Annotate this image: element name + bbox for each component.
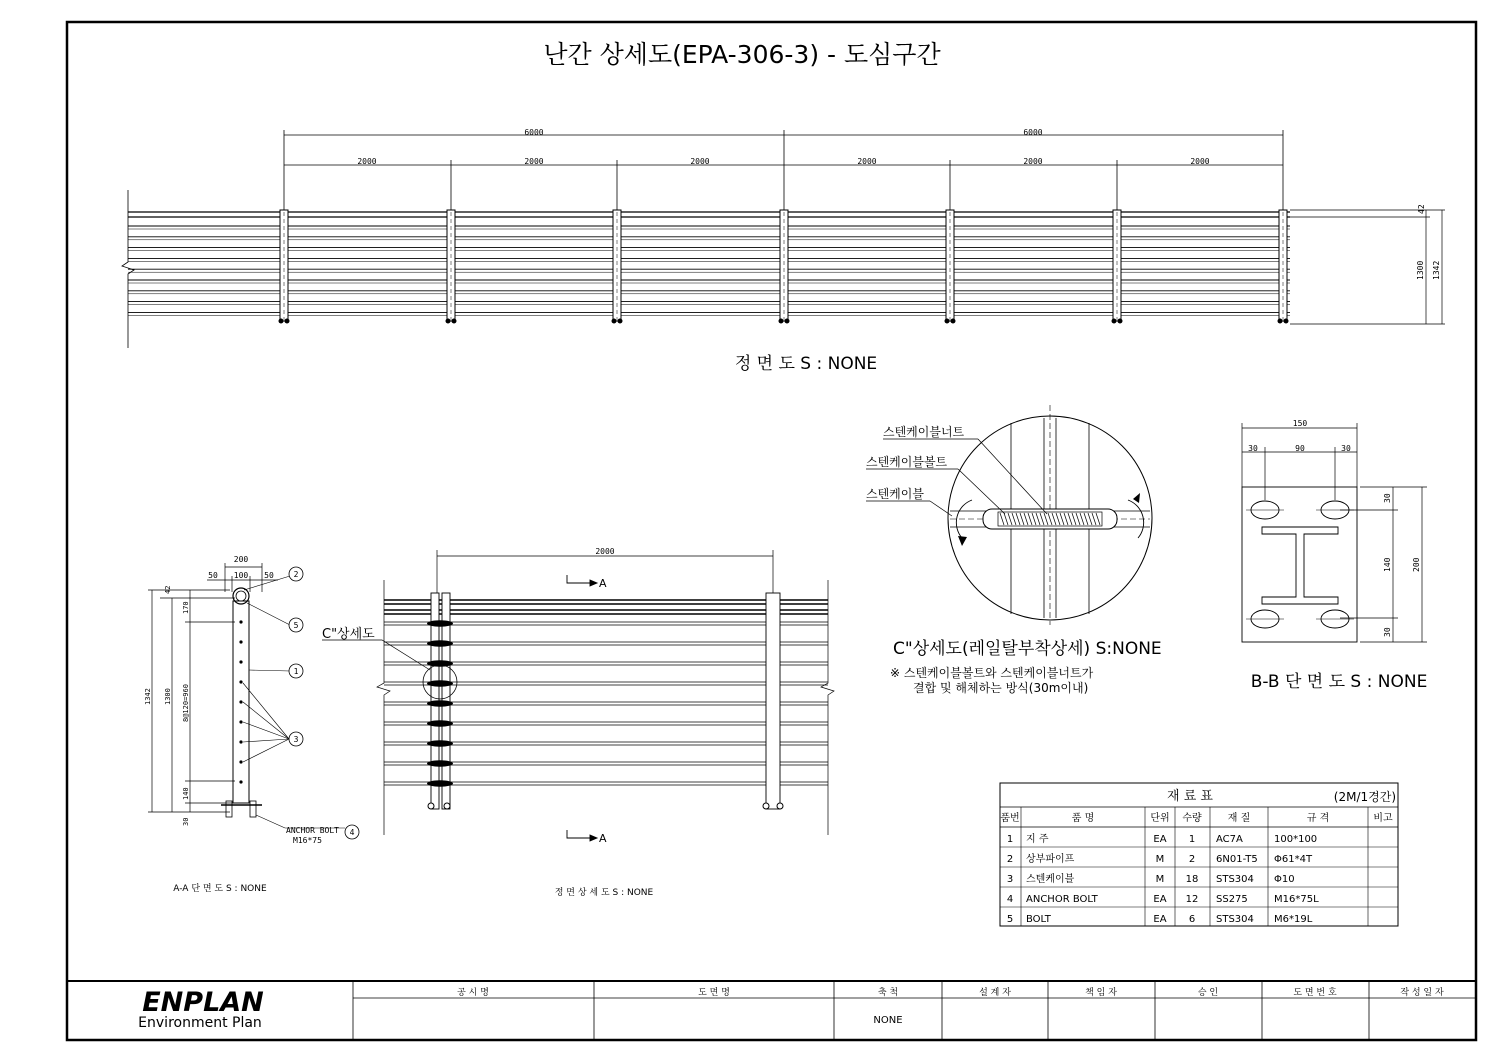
section-mark-bottom: A (599, 832, 607, 845)
bb-dim-30-bottom: 30 (1383, 627, 1392, 637)
label-cable-nut: 스텐케이블너트 (883, 425, 965, 439)
table-cell: M16*75L (1274, 894, 1319, 905)
anchor-bolt-label: ANCHOR BOLT (286, 826, 339, 835)
turnbuckle (427, 700, 453, 706)
aa-dim-50-right: 50 (264, 571, 274, 580)
table-cell: 18 (1185, 874, 1199, 885)
table-header-cell: 재 질 (1227, 813, 1251, 824)
table-cell: 5 (1006, 914, 1014, 925)
material-table (1000, 783, 1398, 926)
table-cell: SS275 (1216, 894, 1248, 905)
section-aa-dim-lines (148, 563, 278, 812)
detail-front-caption: 정 면 상 세 도 S : NONE (554, 888, 654, 898)
table-header-cell: 품 명 (1071, 813, 1095, 824)
table-cell: 2 (1006, 854, 1014, 865)
table-cell: EA (1153, 894, 1167, 905)
aa-dim-30: 30 (182, 817, 190, 826)
table-cell: 1 (1006, 834, 1014, 845)
cable-point (239, 720, 242, 723)
table-cell: M (1155, 854, 1165, 865)
aa-dim-42: 42 (164, 585, 172, 594)
table-cell: AC7A (1216, 834, 1243, 845)
table-cell: 6N01-T5 (1216, 854, 1258, 865)
anchor-bolt (945, 319, 950, 324)
anchor-bolt-size: M16*75 (293, 836, 322, 845)
height-dim-1300: 1300 (1416, 260, 1425, 280)
detail-c-note-1: ※ 스텐케이블볼트와 스텐케이블너트가 (890, 666, 1094, 680)
segment-dim-5: 2000 (1023, 157, 1043, 166)
header-drawing-name: 도 면 명 (698, 988, 730, 998)
anchor-bolt (763, 803, 769, 809)
cable-point (239, 780, 242, 783)
table-cell: STS304 (1216, 874, 1254, 885)
turnbuckle (427, 720, 453, 726)
header-approval: 승 인 (1197, 988, 1219, 998)
scale-value: NONE (873, 1015, 903, 1026)
anchor-bolt (444, 803, 450, 809)
height-dim-42: 42 (1417, 204, 1426, 214)
turnbuckle (427, 620, 453, 626)
front-view (122, 128, 1445, 374)
aa-dim-140: 140 (182, 787, 190, 800)
cable-point (239, 620, 242, 623)
aa-caption: A-A 단 면 도 S : NONE (173, 884, 267, 894)
title-block (138, 981, 1476, 1040)
anchor-bolt (428, 803, 434, 809)
turnbuckle (427, 680, 453, 686)
detail-c-label: C"상세도 (322, 627, 375, 642)
bb-dim-150: 150 (1292, 419, 1308, 428)
header-scale: 축 척 (877, 988, 899, 998)
section-aa (144, 555, 359, 894)
segment-dim-6: 2000 (1190, 157, 1210, 166)
anchor-bolt (779, 319, 784, 324)
aa-leaders (243, 576, 345, 828)
table-cell: 상부파이프 (1026, 854, 1075, 865)
section-arrow-bottom (567, 830, 597, 841)
table-cell: 4 (1006, 894, 1014, 905)
material-table-title: 재 료 표 (1167, 789, 1213, 804)
material-table-unit-note: (2M/1경간) (1333, 790, 1396, 804)
table-cell: M6*19L (1274, 914, 1313, 925)
table-cell: 2 (1188, 854, 1196, 865)
anchor-bolt (1112, 319, 1117, 324)
callout-1: 1 (293, 667, 299, 676)
header-project-name: 공 시 명 (457, 988, 489, 998)
table-cell: 지 주 (1026, 834, 1049, 845)
cable-point (239, 760, 242, 763)
table-cell: EA (1153, 914, 1167, 925)
rotation-arrowhead-right (1133, 493, 1140, 503)
table-cell: 100*100 (1274, 834, 1318, 845)
table-cell: Φ61*4T (1274, 854, 1313, 865)
anchor-bolt (446, 319, 451, 324)
aa-callouts (289, 567, 359, 839)
bb-dim-30-left: 30 (1248, 444, 1258, 453)
bb-plate (1242, 487, 1357, 642)
table-cell: 12 (1185, 894, 1199, 905)
overall-dim-1: 6000 (524, 128, 544, 137)
cable-point (239, 680, 242, 683)
header-drawing-number: 도 면 번 호 (1293, 988, 1337, 998)
height-dim-1342: 1342 (1432, 260, 1441, 280)
segment-dim-4: 2000 (857, 157, 877, 166)
table-cell: 6 (1188, 914, 1196, 925)
aa-dim-1300: 1300 (164, 688, 172, 705)
detail-posts (431, 593, 780, 809)
table-cell: Φ10 (1274, 874, 1295, 885)
turnbuckle (427, 760, 453, 766)
table-cell: 1 (1188, 834, 1196, 845)
segment-dim-1: 2000 (357, 157, 377, 166)
table-header-cell: 규 격 (1306, 813, 1330, 824)
anchor-bolt (452, 319, 457, 324)
detail-c-caption: C"상세도(레일탈부착상세) S:NONE (893, 639, 1162, 659)
overall-dim-2: 6000 (1023, 128, 1043, 137)
detail-turnbuckles (427, 620, 783, 809)
callout-4: 4 (349, 828, 355, 837)
aa-dim-50-left: 50 (208, 571, 218, 580)
turnbuckle (427, 660, 453, 666)
drawing-title: 난간 상세도(EPA-306-3) - 도심구간 (543, 40, 941, 69)
table-header-cell: 비고 (1373, 813, 1393, 824)
anchor-bolt (785, 319, 790, 324)
table-cell: 스텐케이블 (1026, 874, 1075, 885)
cable-point (239, 740, 242, 743)
turnbuckle (427, 740, 453, 746)
material-table-body (1000, 811, 1393, 925)
detail-break-right (821, 580, 834, 835)
detail-front-view (322, 547, 834, 898)
bb-dim-30-right: 30 (1341, 444, 1351, 453)
aa-cable-points (239, 620, 242, 783)
bb-caption: B-B 단 면 도 S : NONE (1250, 672, 1428, 692)
table-header-cell: 수량 (1182, 813, 1202, 824)
aa-dim-100: 100 (233, 571, 249, 580)
callout-5: 5 (293, 621, 299, 630)
table-cell: 3 (1006, 874, 1014, 885)
table-cell: STS304 (1216, 914, 1254, 925)
callout-3: 3 (293, 735, 299, 744)
anchor-bolt (1118, 319, 1123, 324)
detail-dim-2000: 2000 (595, 547, 615, 556)
anchor-bolt (1278, 319, 1283, 324)
segment-dim-3: 2000 (690, 157, 710, 166)
logo: ENPLAN (142, 987, 264, 1018)
section-mark-top: A (599, 577, 607, 590)
table-cell: ANCHOR BOLT (1026, 894, 1098, 905)
logo-subtitle: Environment Plan (138, 1015, 262, 1031)
table-cell: EA (1153, 834, 1167, 845)
front-view-dimensions (284, 130, 1283, 210)
section-arrow-top (567, 575, 597, 586)
anchor-bolt (285, 319, 290, 324)
label-cable-bolt: 스텐케이블볼트 (866, 455, 948, 469)
detail-rails (384, 600, 828, 785)
detail-c-leader (322, 640, 430, 670)
cable-point (239, 640, 242, 643)
aa-dim-1342: 1342 (144, 688, 152, 705)
table-cell: M (1155, 874, 1165, 885)
header-responsible: 책 임 자 (1085, 988, 1117, 998)
aa-dim-200: 200 (233, 555, 249, 564)
aa-dim-spacing: 8@120=960 (182, 684, 190, 722)
bb-dim-140: 140 (1383, 557, 1392, 572)
detail-break-left (377, 580, 390, 835)
front-view-posts (279, 210, 1289, 324)
anchor-bolt (1284, 319, 1289, 324)
anchor-bolt (618, 319, 623, 324)
turnbuckle (427, 780, 453, 786)
table-cell: BOLT (1026, 914, 1051, 925)
detail-c-note-2: 결합 및 해체하는 방식(30m이내) (913, 681, 1089, 695)
label-cable: 스텐케이블 (866, 487, 924, 501)
anchor-bolt (612, 319, 617, 324)
header-designer: 설 계 자 (979, 988, 1011, 998)
segment-dim-2: 2000 (524, 157, 544, 166)
anchor-bolt (777, 803, 783, 809)
section-bb (1242, 419, 1427, 692)
header-date: 작 성 일 자 (1400, 988, 1444, 998)
callout-2: 2 (293, 570, 299, 579)
anchor-bolt (279, 319, 284, 324)
bb-dim-30-top: 30 (1383, 493, 1392, 503)
aa-dim-170: 170 (182, 601, 190, 614)
rotation-arrowhead-left (958, 536, 967, 546)
cable-point (239, 660, 242, 663)
anchor-bolt (951, 319, 956, 324)
bb-dim-90: 90 (1295, 444, 1305, 453)
cable-point (239, 700, 242, 703)
turnbuckle (427, 640, 453, 646)
table-header-cell: 단위 (1150, 813, 1170, 824)
bb-dim-lines (1242, 423, 1427, 642)
detail-c (866, 405, 1162, 695)
front-view-caption: 정 면 도 S : NONE (734, 354, 878, 374)
bb-dim-200: 200 (1412, 557, 1421, 572)
table-header-cell: 품번 (1000, 813, 1020, 824)
